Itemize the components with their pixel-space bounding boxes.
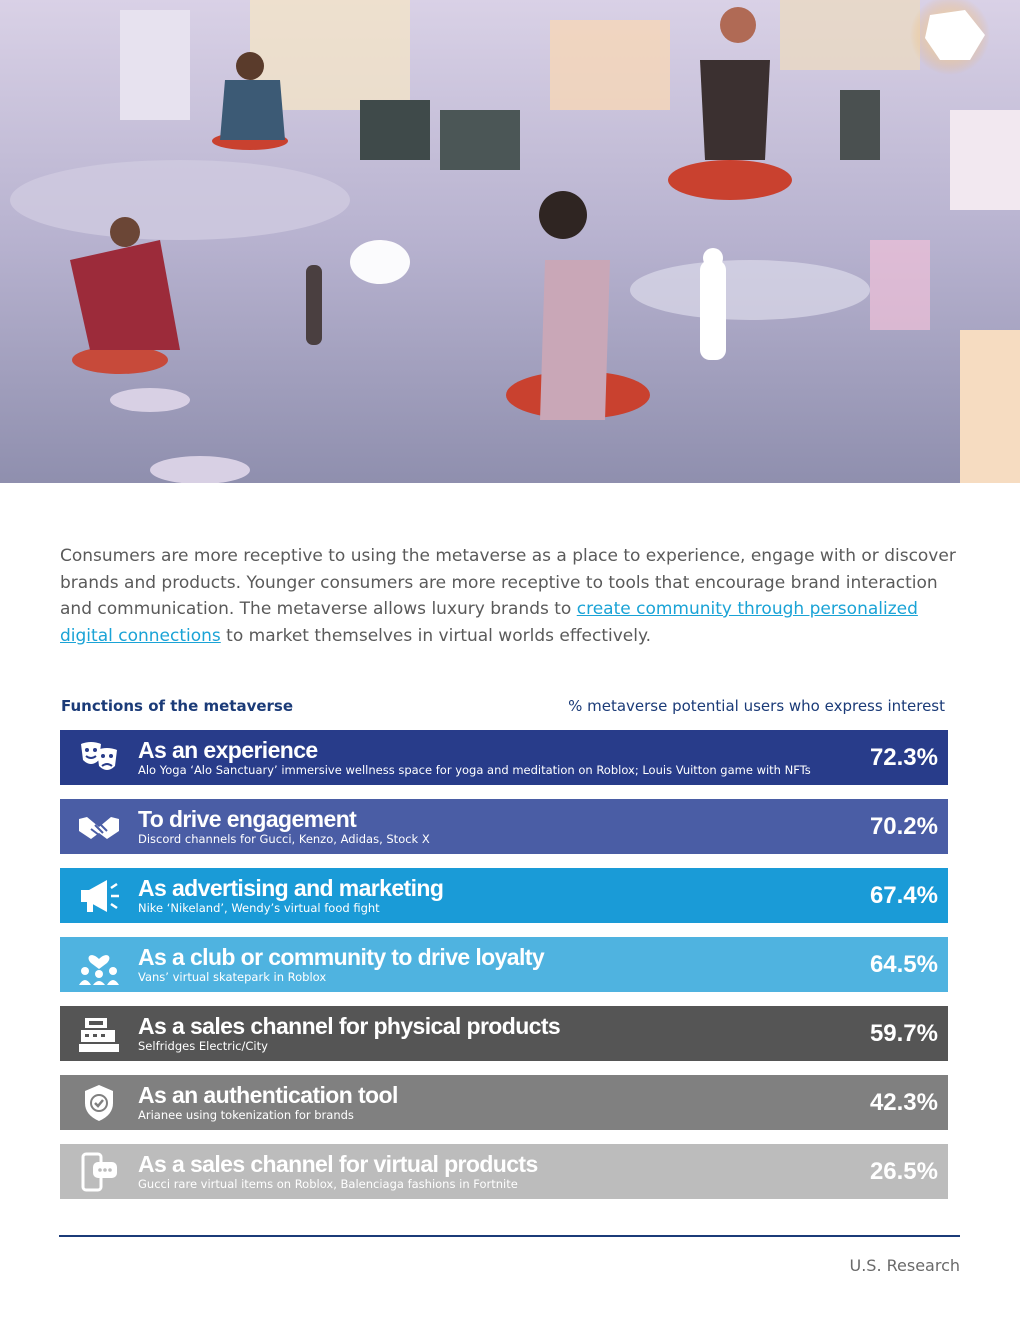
intro-link[interactable]: create community through personalized digital connections	[60, 599, 918, 646]
function-title: As advertising and marketing	[138, 875, 444, 901]
function-title: As an experience	[138, 737, 318, 763]
function-row-to-drive-engagement	[60, 799, 948, 854]
function-row-as-an-experience	[60, 730, 948, 785]
chart-header-right: % metaverse potential users who express interest	[568, 697, 945, 715]
function-row-as-advertising-and-marketing	[60, 868, 948, 923]
function-row-text	[138, 1013, 828, 1054]
megaphone-icon	[60, 868, 138, 923]
function-row-as-an-authentication-tool	[60, 1075, 948, 1130]
theater-masks-icon	[60, 730, 138, 785]
handshake-icon	[60, 799, 138, 854]
function-title: As a sales channel for virtual products	[138, 1151, 538, 1177]
metaverse-functions-table	[60, 730, 948, 1213]
function-row-as-a-sales-channel-for-physical-products	[60, 1006, 948, 1061]
function-row-as-a-club-or-community-to-drive-loyalty	[60, 937, 948, 992]
chart-header-left: Functions of the metaverse	[61, 697, 294, 715]
cash-register-icon	[60, 1006, 138, 1061]
hero-image	[0, 0, 1020, 483]
footer-divider	[59, 1235, 960, 1237]
function-title: As a sales channel for physical products	[138, 1013, 561, 1039]
intro-paragraph	[60, 543, 960, 649]
function-example: Selfridges Electric/City	[138, 1039, 268, 1053]
intro-text-before-link: Consumers are more receptive to using the metaverse as a place to experience, engage with or discover brands and products. Younger consumers are more receptive to tools that encourage brand interaction and communication. The metaverse allows luxury brands to	[60, 546, 956, 619]
function-title: As a club or community to drive loyalty	[138, 944, 545, 970]
intro-text-after-link: to market themselves in virtual worlds effectively.	[220, 625, 652, 646]
function-percentage: 70.2%	[869, 812, 938, 840]
function-row-text	[138, 737, 828, 778]
function-row-text	[138, 875, 828, 916]
function-percentage: 72.3%	[869, 743, 938, 771]
footer-label: U.S. Research	[849, 1256, 960, 1275]
function-example: Nike ‘Nikeland’, Wendy’s virtual food fight	[138, 901, 380, 915]
community-heart-icon	[60, 937, 138, 992]
function-title: As an authentication tool	[138, 1082, 398, 1108]
function-row-text	[138, 944, 828, 985]
function-percentage: 59.7%	[869, 1019, 938, 1047]
shield-check-icon	[60, 1075, 138, 1130]
function-row-as-a-sales-channel-for-virtual-products	[60, 1144, 948, 1199]
function-percentage: 64.5%	[869, 950, 938, 978]
function-example: Discord channels for Gucci, Kenzo, Adidas, Stock X	[138, 832, 430, 846]
function-percentage: 26.5%	[869, 1157, 938, 1185]
function-row-text	[138, 1082, 828, 1123]
function-percentage: 67.4%	[869, 881, 938, 909]
function-example: Alo Yoga ‘Alo Sanctuary’ immersive wellness space for yoga and meditation on Roblox; Louis Vuitton game with NFTs	[138, 763, 811, 777]
function-row-text	[138, 806, 828, 847]
function-percentage: 42.3%	[869, 1088, 938, 1116]
function-title: To drive engagement	[138, 806, 357, 832]
function-example: Vans’ virtual skatepark in Roblox	[138, 970, 327, 984]
function-example: Arianee using tokenization for brands	[138, 1108, 354, 1122]
function-row-text	[138, 1151, 828, 1192]
mobile-chat-icon	[60, 1144, 138, 1199]
function-example: Gucci rare virtual items on Roblox, Balenciaga fashions in Fortnite	[138, 1177, 518, 1191]
